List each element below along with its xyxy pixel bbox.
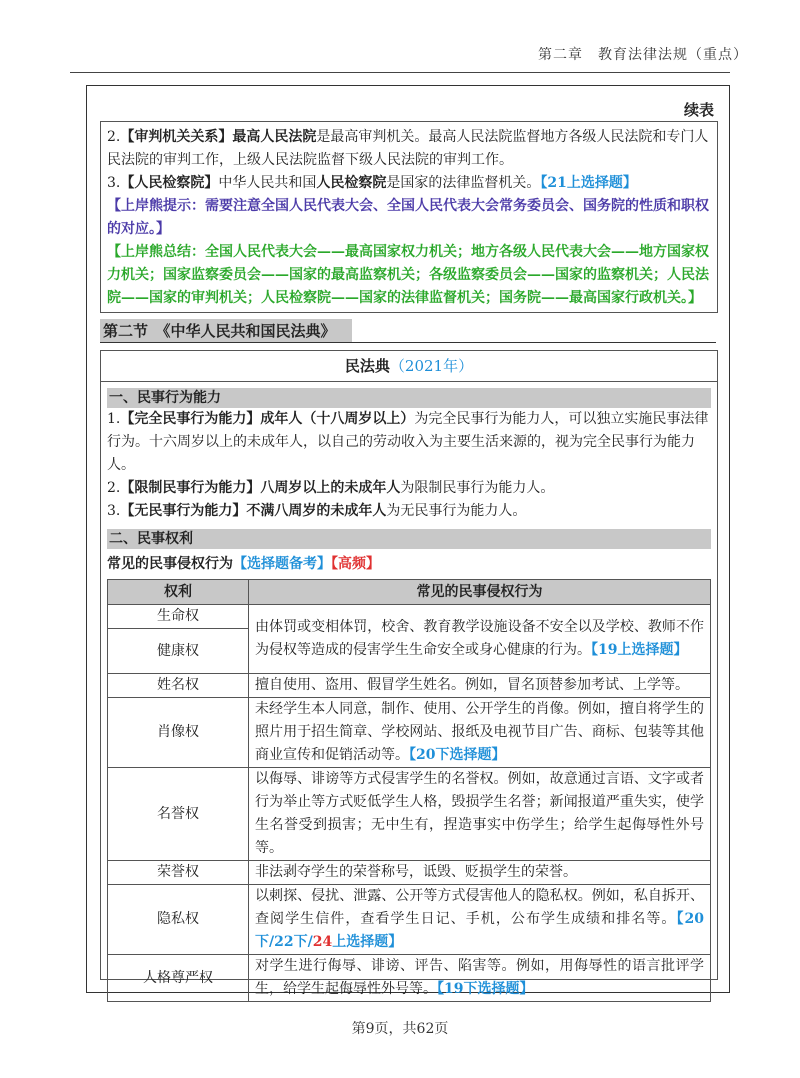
table-row: [108, 768, 711, 861]
table-row: [108, 955, 711, 1002]
frequency-tag: 【高频】: [331, 556, 380, 572]
item-text: 是最高审判机关。最高人民法院监督地方各级人民法院和专门人民法院的审判工作，上级人民法院监督下级人民法院的审判工作。: [107, 129, 709, 168]
table-row: [108, 698, 711, 768]
chapter-header: 第二章 教育法律法规（重点）: [538, 47, 748, 63]
capacity-none: [107, 500, 711, 523]
right-portrait: 肖像权: [108, 698, 249, 768]
exam-tag: 【选择题备考】: [233, 556, 331, 572]
item-number: 1.: [107, 411, 121, 427]
item-tag: 【审判机关关系】: [120, 129, 233, 145]
item-court: [107, 126, 711, 172]
item-tag: 【完全民事行为能力】: [120, 411, 261, 427]
behavior-dignity: [249, 955, 711, 1002]
capacity-limited: [107, 477, 711, 500]
exam-tag: 【20下/22下/: [255, 911, 705, 950]
behavior-text: 以刺探、侵扰、泄露、公开等方式侵害他人的隐私权。例如，私自拆开、查阅学生信件，查看学生日记、手机，公布学生成绩和排名等。: [255, 888, 704, 927]
continued-label: 续表: [683, 101, 714, 119]
right-privacy: 隐私权: [108, 885, 249, 955]
section-title: 第二节 《中华人民共和国民法典》: [100, 319, 352, 343]
right-name: 姓名权: [108, 674, 249, 698]
item-bold: 人民检察院: [316, 175, 387, 191]
box-title-text: 民法典: [344, 357, 390, 375]
box-title-year: （2021年）: [389, 357, 474, 375]
item-tag: 【无民事行为能力】: [120, 503, 247, 519]
item-bold: 成年人（十八周岁以上）: [260, 411, 415, 427]
behavior-privacy: [249, 885, 711, 955]
table-row: [108, 605, 711, 629]
right-dignity: 人格尊严权: [108, 955, 249, 1002]
tip-note: 【上岸熊提示：需要注意全国人民代表大会、全国人民代表大会常务委员会、国务院的性质和职权的对应。】: [107, 198, 709, 237]
infringement-label: [107, 553, 711, 575]
item-tag: 【人民检察院】: [120, 175, 219, 191]
item-number: 3.: [107, 503, 121, 519]
item-number: 2.: [107, 129, 121, 145]
right-honor: 荣誉权: [108, 861, 249, 885]
page-number: 第9页，共62页: [351, 1021, 449, 1037]
heading-capacity: 一、民事行为能力: [107, 388, 711, 408]
summary-note: 【上岸熊总结：全国人民代表大会——最高国家权力机关；地方各级人民代表大会——地方国家权力机关；国家监察委员会——国家的最高监察机关；各级监察委员会——国家的监察机关；人民法院——国家的审判机关；人民检察院——国家的法律监督机关；国务院——最高国家行政机关。】: [107, 244, 709, 306]
column-header-behavior: 常见的民事侵权行为: [249, 580, 711, 605]
item-bold: 八周岁以上的未成年人: [260, 480, 401, 496]
exam-tag: 【19上选择题】: [591, 642, 688, 658]
item-number: 2.: [107, 480, 121, 496]
heading-rights: 二、民事权利: [107, 529, 711, 549]
item-text: 为完全民事行为能力人，可以独立实施民事法律行为。十六周岁以上的未成年人，以自己的劳动收入为主要生活来源的，视为完全民事行为能力人。: [107, 411, 709, 473]
right-health: 健康权: [108, 629, 249, 674]
item-tag: 【限制民事行为能力】: [120, 480, 261, 496]
capacity-full: [107, 408, 711, 477]
behavior-honor: 非法剥夺学生的荣誉称号，诋毁、贬损学生的荣誉。: [249, 861, 711, 885]
behavior-text: 由体罚或变相体罚，校舍、教育教学设施设备不安全以及学校、教师不作为侵权等造成的侵害学生生命安全或身心健康的行为。: [255, 619, 704, 658]
behavior-reputation: 以侮辱、诽谤等方式侵害学生的名誉权。例如，故意通过言语、文字或者行为举止等方式贬低学生人格，毁损学生名誉；新闻报道严重失实，使学生名誉受到损害；无中生有，捏造事实中伤学生；给学生起侮辱性外号等。: [249, 768, 711, 861]
item-number: 3.: [107, 175, 121, 191]
behavior-portrait: [249, 698, 711, 768]
item-text: 为限制民事行为能力人。: [400, 480, 555, 496]
rights-table: [107, 579, 711, 1002]
item-text: 中华人民共和国: [218, 175, 317, 191]
item-procuratorate: [107, 172, 711, 195]
capacity-paragraphs: [107, 408, 711, 523]
right-life: 生命权: [108, 605, 249, 629]
column-header-right: 权利: [108, 580, 249, 605]
section-divider: [100, 342, 716, 343]
table-row: [108, 861, 711, 885]
table-row: [108, 674, 711, 698]
behavior-name: 擅自使用、盗用、假冒学生姓名。例如，冒名顶替参加考试、上学等。: [249, 674, 711, 698]
header-divider: [70, 72, 730, 73]
behavior-life-health: [249, 605, 711, 674]
exam-tag: 【21上选择题】: [540, 175, 637, 191]
item-bold: 不满八周岁的未成年人: [246, 503, 387, 519]
behavior-text: 对学生进行侮辱、诽谤、评告、陷害等。例如，用侮辱性的语言批评学生，给学生起侮辱性外号等。: [255, 958, 704, 997]
table-row: [108, 885, 711, 955]
table-header-row: [108, 580, 711, 605]
item-bold: 最高人民法院: [232, 129, 317, 145]
infringement-label-text: 常见的民事侵权行为: [107, 556, 233, 572]
court-procuratorate-box: [100, 121, 718, 313]
box-title: [101, 351, 717, 382]
civil-code-box: [100, 350, 718, 997]
exam-tag: 上选择题】: [332, 934, 403, 950]
item-text: 是国家的法律监督机关。: [386, 175, 541, 191]
behavior-text: 未经学生本人同意，制作、使用、公开学生的肖像。例如，擅自将学生的照片用于招生简章、学校网站、报纸及电视节目广告、商标、包装等其他商业宣传和促销活动等。: [255, 701, 704, 763]
right-reputation: 名誉权: [108, 768, 249, 861]
exam-tag-highlight: 24: [312, 934, 333, 950]
exam-tag: 【20下选择题】: [409, 747, 506, 763]
item-text: 为无民事行为能力人。: [386, 503, 527, 519]
exam-tag: 【19下选择题】: [437, 981, 534, 997]
